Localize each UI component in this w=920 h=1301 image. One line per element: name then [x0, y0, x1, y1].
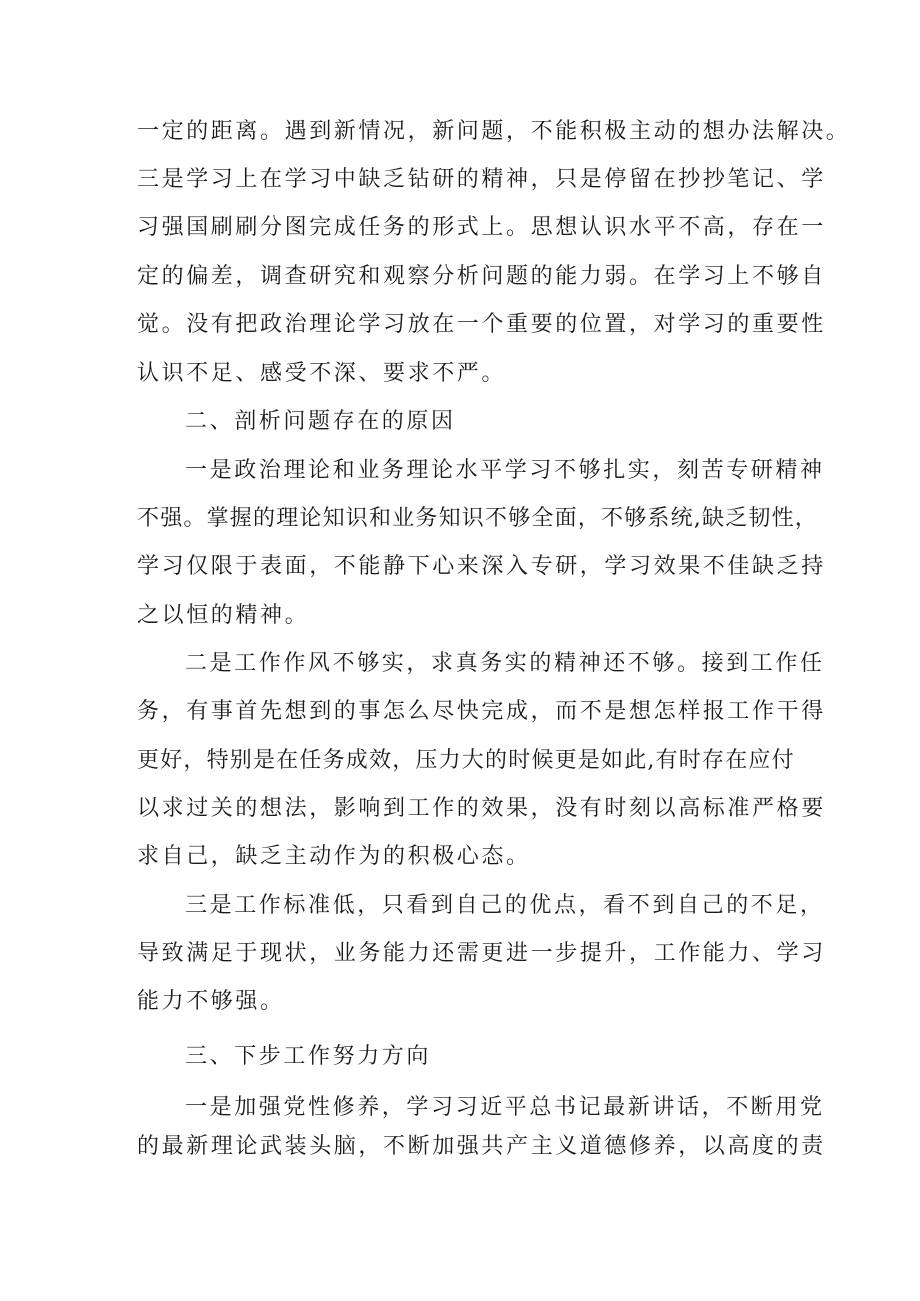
- text-line: 一是政治理论和业务理论水平学习不够扎实，刻苦专研精神: [185, 458, 825, 483]
- text-line: 之以恒的精神。: [137, 603, 310, 628]
- text-line: 学习仅限于表面，不能静下心来深入专研，学习效果不佳缺乏持: [137, 554, 826, 579]
- text-line: 能力不够强。: [137, 989, 285, 1014]
- text-line: 导致满足于现状，业务能力还需更进一步提升，工作能力、学习: [137, 941, 826, 966]
- text-line: 以求过关的想法，影响到工作的效果，没有时刻以高标准严格要: [137, 796, 826, 821]
- text-line: 一是加强党性修养，学习习近平总书记最新讲话，不断用党: [185, 1095, 825, 1120]
- text-line: 求自己，缺乏主动作为的积极心态。: [137, 844, 531, 869]
- text-line: 务，有事首先想到的事怎么尽快完成，而不是想怎样报工作干得: [137, 699, 826, 724]
- text-line: 三是工作标准低，只看到自己的优点，看不到自己的不足，: [185, 893, 825, 918]
- text-line: 不强。掌握的理论知识和业务知识不够全面，不够系统,缺乏韧性，: [137, 506, 818, 531]
- text-line: 习强国刷刷分图完成任务的形式上。思想认识水平不高，存在一: [137, 215, 826, 240]
- section-heading: 二、剖析问题存在的原因: [185, 409, 456, 434]
- text-line: 一定的距离。遇到新情况，新问题，不能积极主动的想办法解决。: [137, 119, 851, 144]
- text-line: 三是学习上在学习中缺乏钻研的精神，只是停留在抄抄笔记、学: [137, 167, 826, 192]
- text-line: 定的偏差，调查研究和观察分析问题的能力弱。在学习上不够自: [137, 264, 826, 289]
- text-line: 觉。没有把政治理论学习放在一个重要的位置，对学习的重要性: [137, 312, 826, 337]
- text-line: 认识不足、感受不深、要求不严。: [137, 361, 507, 386]
- text-line: 的最新理论武装头脑，不断加强共产主义道德修养，以高度的责: [137, 1134, 826, 1159]
- section-heading: 三、下步工作努力方向: [185, 1044, 432, 1069]
- text-line: 二是工作作风不够实，求真务实的精神还不够。接到工作任: [185, 651, 825, 676]
- text-line: 更好，特别是在任务成效，压力大的时候更是如此,有时存在应付: [137, 748, 795, 773]
